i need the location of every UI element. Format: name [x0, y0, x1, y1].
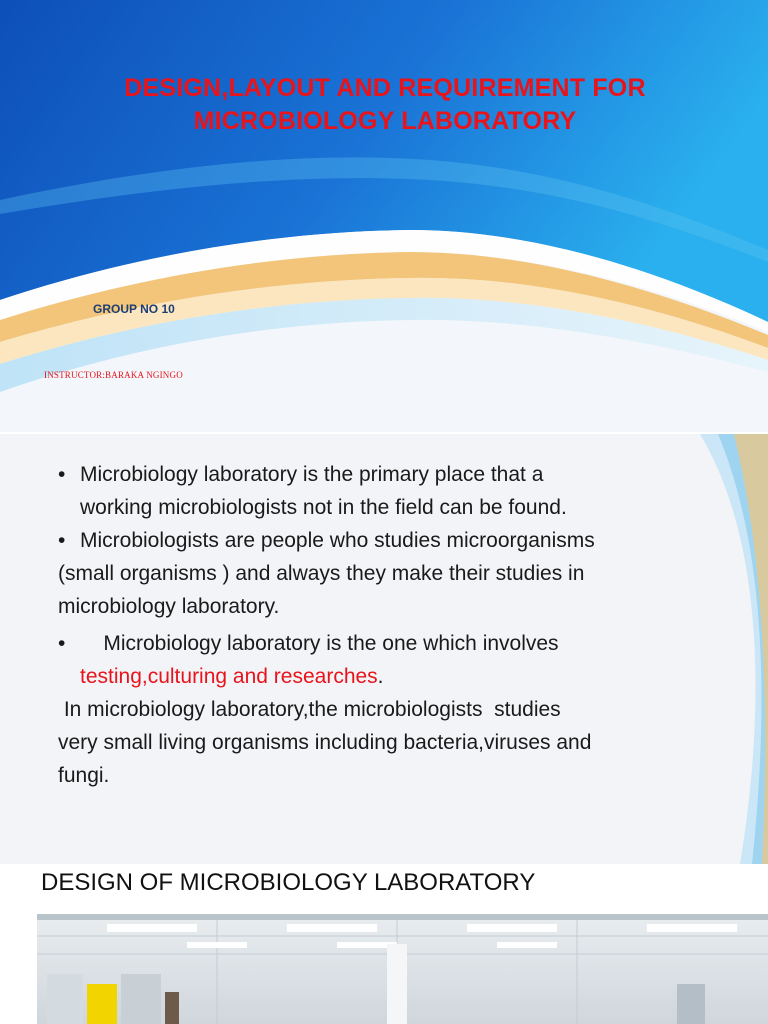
slide-title-line-2: MICROBIOLOGY LABORATORY [193, 107, 577, 135]
slide-heading: DESIGN OF MICROBIOLOGY LABORATORY [41, 869, 536, 896]
bullet-text: Microbiology laboratory is the one which involves [80, 632, 559, 655]
bullet-text-end: . [377, 665, 384, 688]
laboratory-photo [37, 914, 768, 1024]
group-label: GROUP NO 10 [93, 302, 175, 316]
paragraph-line: fungi. [58, 764, 110, 787]
highlighted-text: testing,culturing and researches [80, 665, 378, 688]
bullet-list [58, 458, 738, 792]
bullet-item-3 [58, 627, 738, 693]
bullet-marker: • [58, 632, 66, 655]
bullet-text: working microbiologists not in the field can be found. [80, 496, 567, 519]
title-slide [0, 0, 768, 432]
bullet-item-1 [58, 458, 738, 524]
slide-title-line-1: DESIGN,LAYOUT AND REQUIREMENT FOR [124, 74, 646, 102]
content-slide [0, 434, 768, 864]
paragraph-line: very small living organisms including bacteria,viruses and [58, 731, 592, 754]
design-slide [0, 866, 768, 1024]
bullet-text: Microbiology laboratory is the primary place that a [80, 463, 544, 486]
bullet-text-line [80, 660, 738, 693]
bullet-continuation: microbiology laboratory. [58, 595, 280, 618]
bullet-text: Microbiologists are people who studies microorganisms [80, 529, 595, 552]
slide-title [60, 72, 710, 138]
bullet-marker: • [58, 529, 66, 552]
paragraph-line: In microbiology laboratory,the microbiologists studies [58, 698, 561, 721]
wave-background [0, 0, 768, 432]
bullet-marker: • [58, 463, 66, 486]
instructor-label: INSTRUCTOR:BARAKA NGINGO [44, 370, 183, 380]
bullet-continuation: (small organisms ) and always they make their studies in [58, 562, 585, 585]
bullet-item-2 [58, 524, 738, 557]
